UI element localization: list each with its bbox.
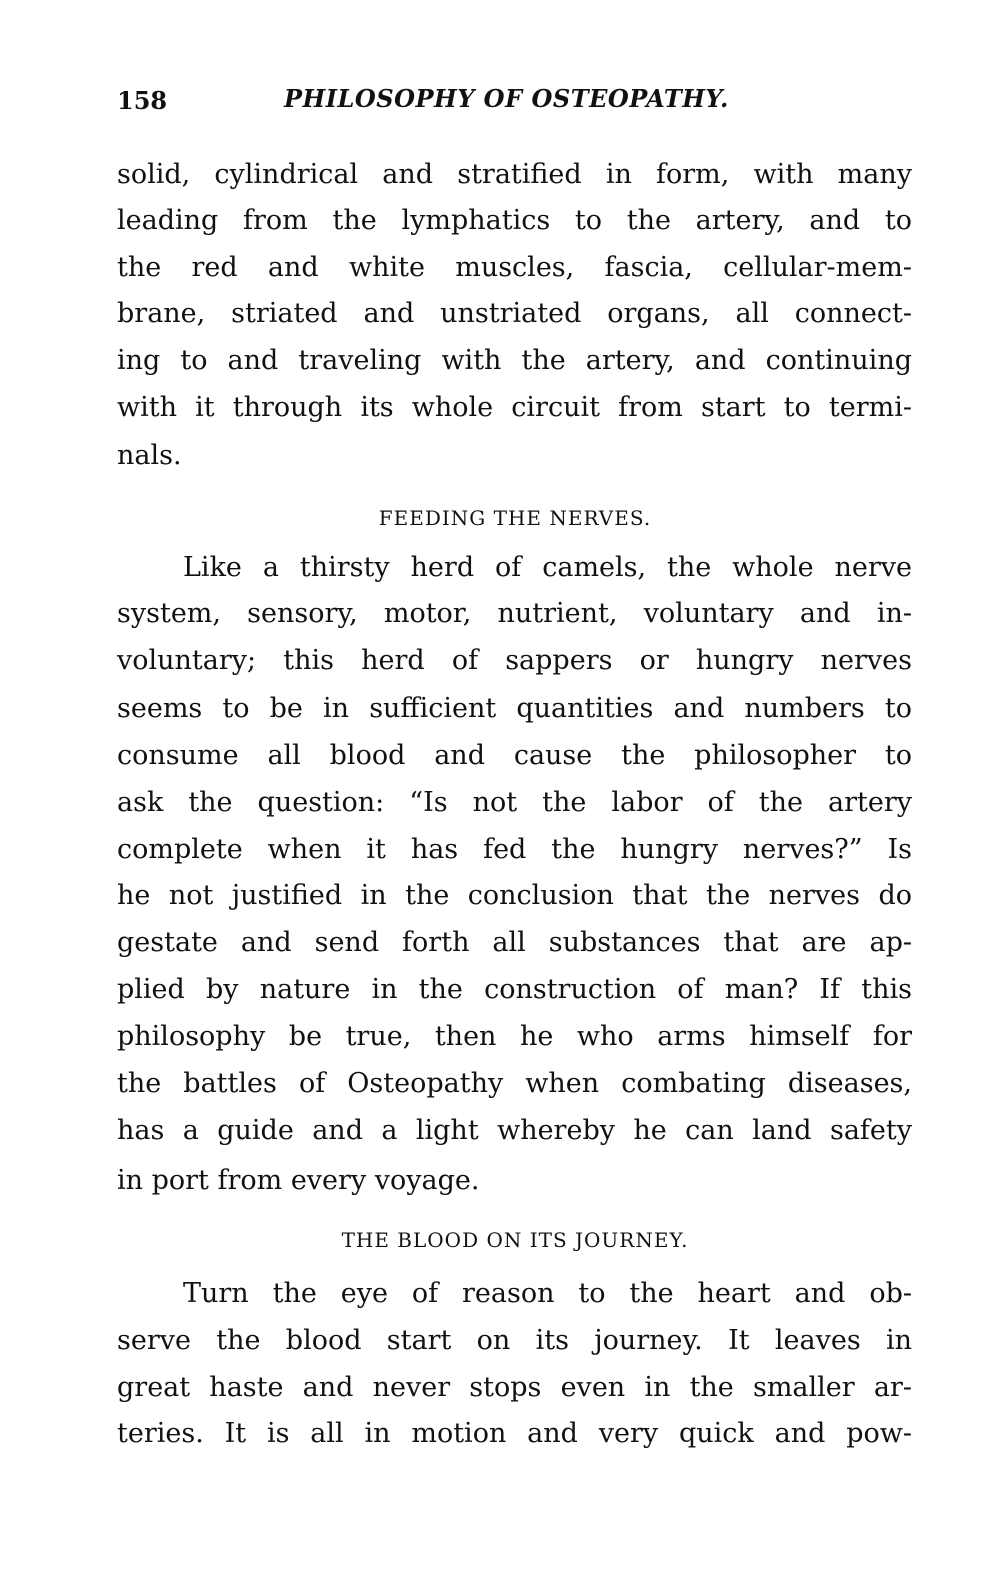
text-line: serve the blood start on its journey. It leaves in <box>117 1325 912 1356</box>
text-line: Like a thirsty herd of camels, the whole nerve <box>183 552 912 583</box>
text-line: plied by nature in the construction of man? If this <box>117 974 912 1005</box>
text-line: nals. <box>117 440 182 471</box>
text-line: gestate and send forth all substances that are ap- <box>117 927 912 958</box>
text-line: leading from the lymphatics to the artery, and to <box>117 205 912 236</box>
text-line: he not justified in the conclusion that the nerves do <box>117 880 912 911</box>
section-heading: FEEDING THE NERVES. <box>378 506 652 530</box>
text-line: teries. It is all in motion and very quick and pow- <box>117 1418 912 1449</box>
text-line: in port from every voyage. <box>117 1165 480 1196</box>
running-title: PHILOSOPHY OF OSTEOPATHY. <box>284 84 729 113</box>
text-line: the battles of Osteopathy when combating diseases, <box>117 1068 912 1099</box>
text-line: solid, cylindrical and stratified in form, with many <box>117 159 912 190</box>
text-line: with it through its whole circuit from start to termi- <box>117 392 912 423</box>
section-heading: THE BLOOD ON ITS JOURNEY. <box>341 1228 689 1252</box>
text-line: system, sensory, motor, nutrient, voluntary and in- <box>117 598 912 629</box>
page-number: 158 <box>117 86 168 115</box>
text-line: has a guide and a light whereby he can land safety <box>117 1115 912 1146</box>
text-line: Turn the eye of reason to the heart and ob- <box>183 1278 912 1309</box>
text-line: philosophy be true, then he who arms himself for <box>117 1021 912 1052</box>
text-line: voluntary; this herd of sappers or hungry nerves <box>117 645 912 676</box>
text-line: the red and white muscles, fascia, cellular-mem- <box>117 252 912 283</box>
text-line: ask the question: “Is not the labor of the artery <box>117 787 912 818</box>
text-line: ing to and traveling with the artery, and continuing <box>117 345 912 376</box>
text-line: seems to be in sufficient quantities and numbers to <box>117 693 912 724</box>
text-line: brane, striated and unstriated organs, all connect- <box>117 298 912 329</box>
text-line: great haste and never stops even in the smaller ar- <box>117 1372 912 1403</box>
text-line: consume all blood and cause the philosopher to <box>117 740 912 771</box>
text-line: complete when it has fed the hungry nerves?” Is <box>117 834 912 865</box>
